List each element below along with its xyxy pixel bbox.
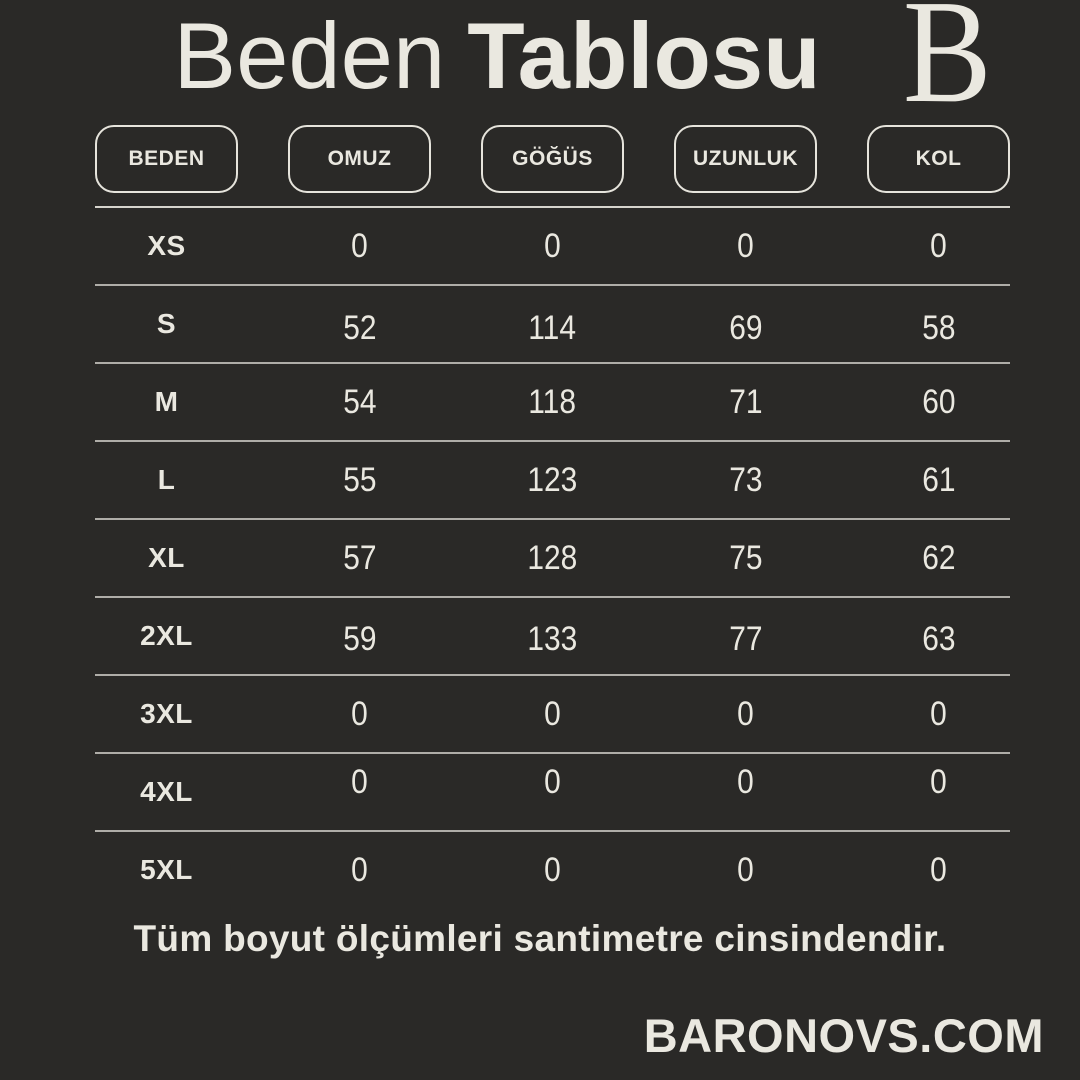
measurement-value: 71 xyxy=(728,382,763,421)
measurement-value: 114 xyxy=(528,308,577,347)
page-title-bold: Tablosu xyxy=(467,3,821,108)
measurement-value: 57 xyxy=(342,538,377,577)
measurement-value: 0 xyxy=(544,694,561,733)
table-row-4xl xyxy=(95,754,1010,832)
column-label: UZUNLUK xyxy=(693,147,798,170)
measurement-value: 61 xyxy=(921,460,956,499)
measurement-value: 123 xyxy=(527,460,578,499)
column-label: GÖĞÜS xyxy=(512,147,593,170)
table-row-xl xyxy=(95,520,1010,598)
column-label: OMUZ xyxy=(327,147,392,170)
table-row-xs xyxy=(95,208,1010,286)
measurement-value: 0 xyxy=(351,762,368,801)
size-table xyxy=(95,206,1010,908)
table-row-s xyxy=(95,286,1010,364)
measurement-value: 0 xyxy=(351,226,368,265)
size-label: M xyxy=(154,386,179,417)
measurement-value: 0 xyxy=(544,850,561,889)
column-label: KOL xyxy=(915,147,962,170)
measurement-value: 58 xyxy=(921,308,956,347)
column-pill-beden xyxy=(95,125,238,193)
size-label: XS xyxy=(147,230,186,261)
measurement-value: 59 xyxy=(342,619,377,658)
table-row-3xl xyxy=(95,676,1010,754)
page-title-light: Beden xyxy=(173,3,446,108)
column-header-row xyxy=(95,125,1010,193)
measurement-value: 0 xyxy=(351,850,368,889)
size-label: 2XL xyxy=(140,620,193,651)
measurement-value: 62 xyxy=(921,538,956,577)
measurement-value: 0 xyxy=(544,226,561,265)
measurement-value: 52 xyxy=(342,308,377,347)
measurement-value: 0 xyxy=(737,226,754,265)
size-label: 5XL xyxy=(140,854,193,885)
measurement-value: 0 xyxy=(930,762,947,801)
measurement-value: 128 xyxy=(527,538,578,577)
size-label: 4XL xyxy=(140,776,193,807)
size-label: XL xyxy=(148,542,185,573)
column-pill-kol xyxy=(867,125,1010,193)
measurement-value: 0 xyxy=(737,694,754,733)
size-label: L xyxy=(157,464,176,495)
measurement-value: 63 xyxy=(921,619,956,658)
size-label: S xyxy=(156,308,177,339)
units-note: Tüm boyut ölçümleri santimetre cinsindendir. xyxy=(133,918,947,959)
measurement-value: 69 xyxy=(728,308,763,347)
column-pill-omuz xyxy=(288,125,431,193)
table-row-m xyxy=(95,364,1010,442)
measurement-value: 60 xyxy=(921,382,956,421)
measurement-value: 0 xyxy=(930,226,947,265)
column-pill-gogus xyxy=(481,125,624,193)
measurement-value: 73 xyxy=(728,460,763,499)
column-pill-uzunluk xyxy=(674,125,817,193)
measurement-value: 118 xyxy=(528,382,577,421)
brand-logo-b: B xyxy=(903,0,992,134)
measurement-value: 55 xyxy=(342,460,377,499)
measurement-value: 75 xyxy=(728,538,763,577)
measurement-value: 0 xyxy=(930,694,947,733)
measurement-value: 0 xyxy=(351,694,368,733)
brand-website: BARONOVS.COM xyxy=(643,1009,1044,1062)
measurement-value: 77 xyxy=(728,619,763,658)
table-row-l xyxy=(95,442,1010,520)
measurement-value: 0 xyxy=(737,762,754,801)
table-row-5xl xyxy=(95,832,1010,908)
measurement-value: 133 xyxy=(527,619,578,658)
measurement-value: 0 xyxy=(737,850,754,889)
measurement-value: 54 xyxy=(342,382,377,421)
measurement-value: 0 xyxy=(544,762,561,801)
table-row-2xl xyxy=(95,598,1010,676)
size-label: 3XL xyxy=(140,698,193,729)
column-label: BEDEN xyxy=(128,147,205,170)
measurement-value: 0 xyxy=(930,850,947,889)
